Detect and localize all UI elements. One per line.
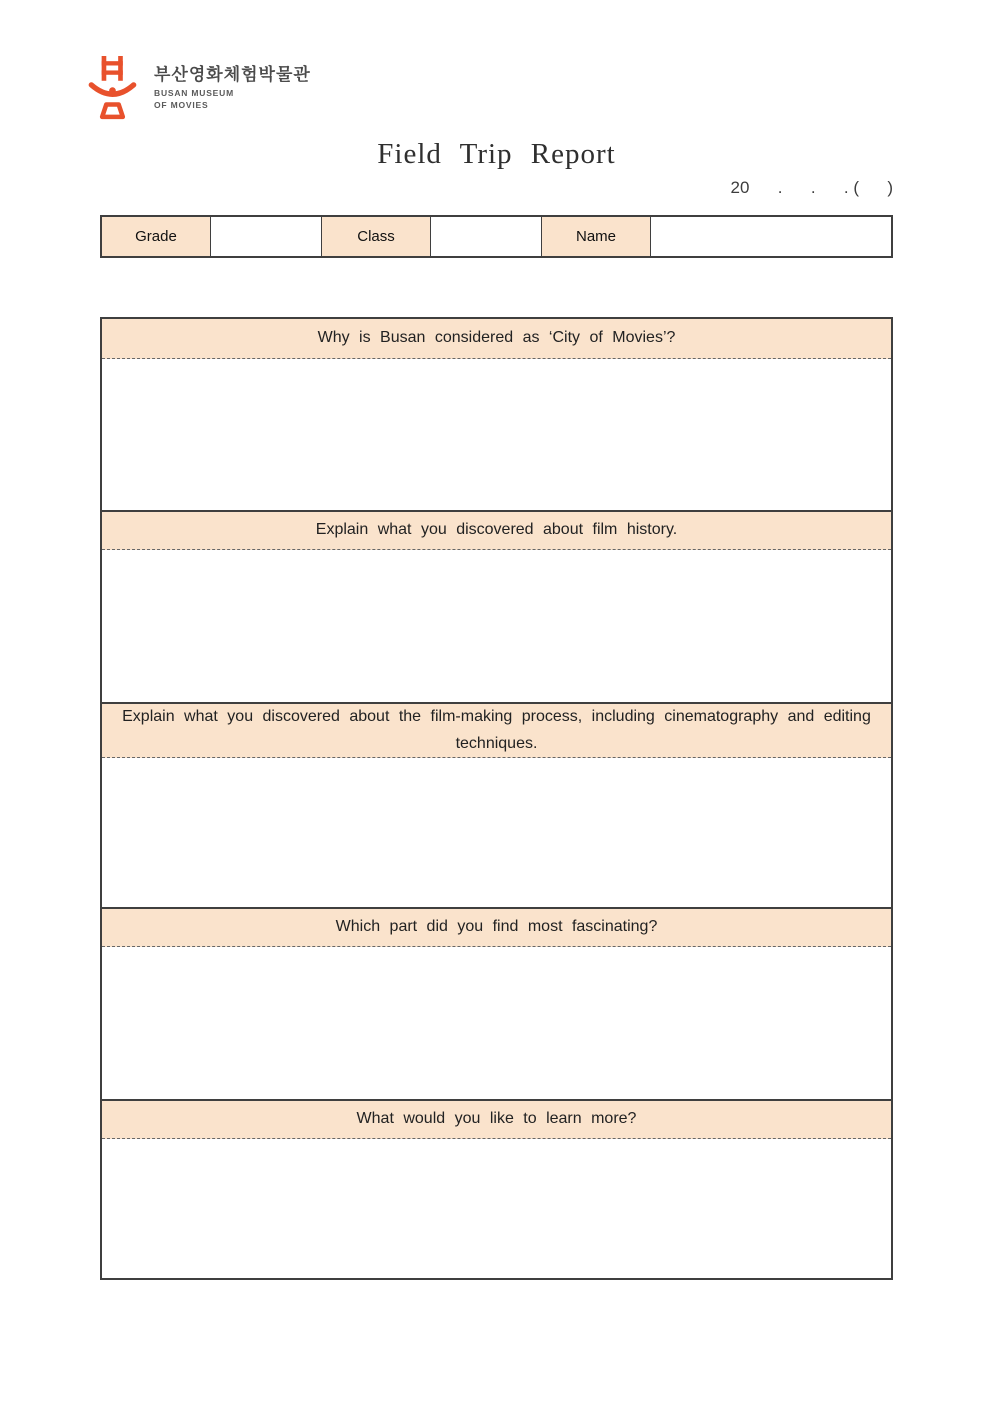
question-header-1 xyxy=(102,319,891,359)
museum-logo-text xyxy=(154,65,311,111)
museum-logo-icon xyxy=(88,56,138,120)
page-title: Field Trip Report xyxy=(377,138,616,170)
museum-logo xyxy=(88,56,311,120)
date-line: 20 . . . ( ) xyxy=(730,178,893,197)
class-label: Class xyxy=(322,217,431,256)
class-value-cell[interactable] xyxy=(431,217,542,256)
question-header-4 xyxy=(102,907,891,947)
questions-box xyxy=(100,317,893,1280)
museum-name-english: BUSAN MUSEUM OF MOVIES xyxy=(154,88,234,110)
question-text-1: Why is Busan considered as ‘City of Movies’? xyxy=(317,329,676,347)
answer-area-3[interactable] xyxy=(102,758,891,907)
question-text-4: Which part did you find most fascinating? xyxy=(335,918,658,936)
question-text-5: What would you like to learn more? xyxy=(356,1110,637,1128)
answer-area-5[interactable] xyxy=(102,1139,891,1278)
answer-area-4[interactable] xyxy=(102,947,891,1099)
answer-area-2[interactable] xyxy=(102,550,891,702)
grade-label: Grade xyxy=(102,217,211,256)
museum-name-korean: 부산영화체험박물관 xyxy=(154,64,311,84)
answer-area-1[interactable] xyxy=(102,359,891,510)
question-header-3 xyxy=(102,702,891,758)
question-header-5 xyxy=(102,1099,891,1139)
question-text-2: Explain what you discovered about film history. xyxy=(315,521,678,539)
question-header-2 xyxy=(102,510,891,550)
student-info-table xyxy=(100,215,893,258)
grade-value-cell[interactable] xyxy=(211,217,322,256)
name-value-cell[interactable] xyxy=(651,217,891,256)
name-label: Name xyxy=(542,217,651,256)
question-text-3: Explain what you discovered about the film-making process, including cinematography and editing techniques. xyxy=(122,708,871,752)
